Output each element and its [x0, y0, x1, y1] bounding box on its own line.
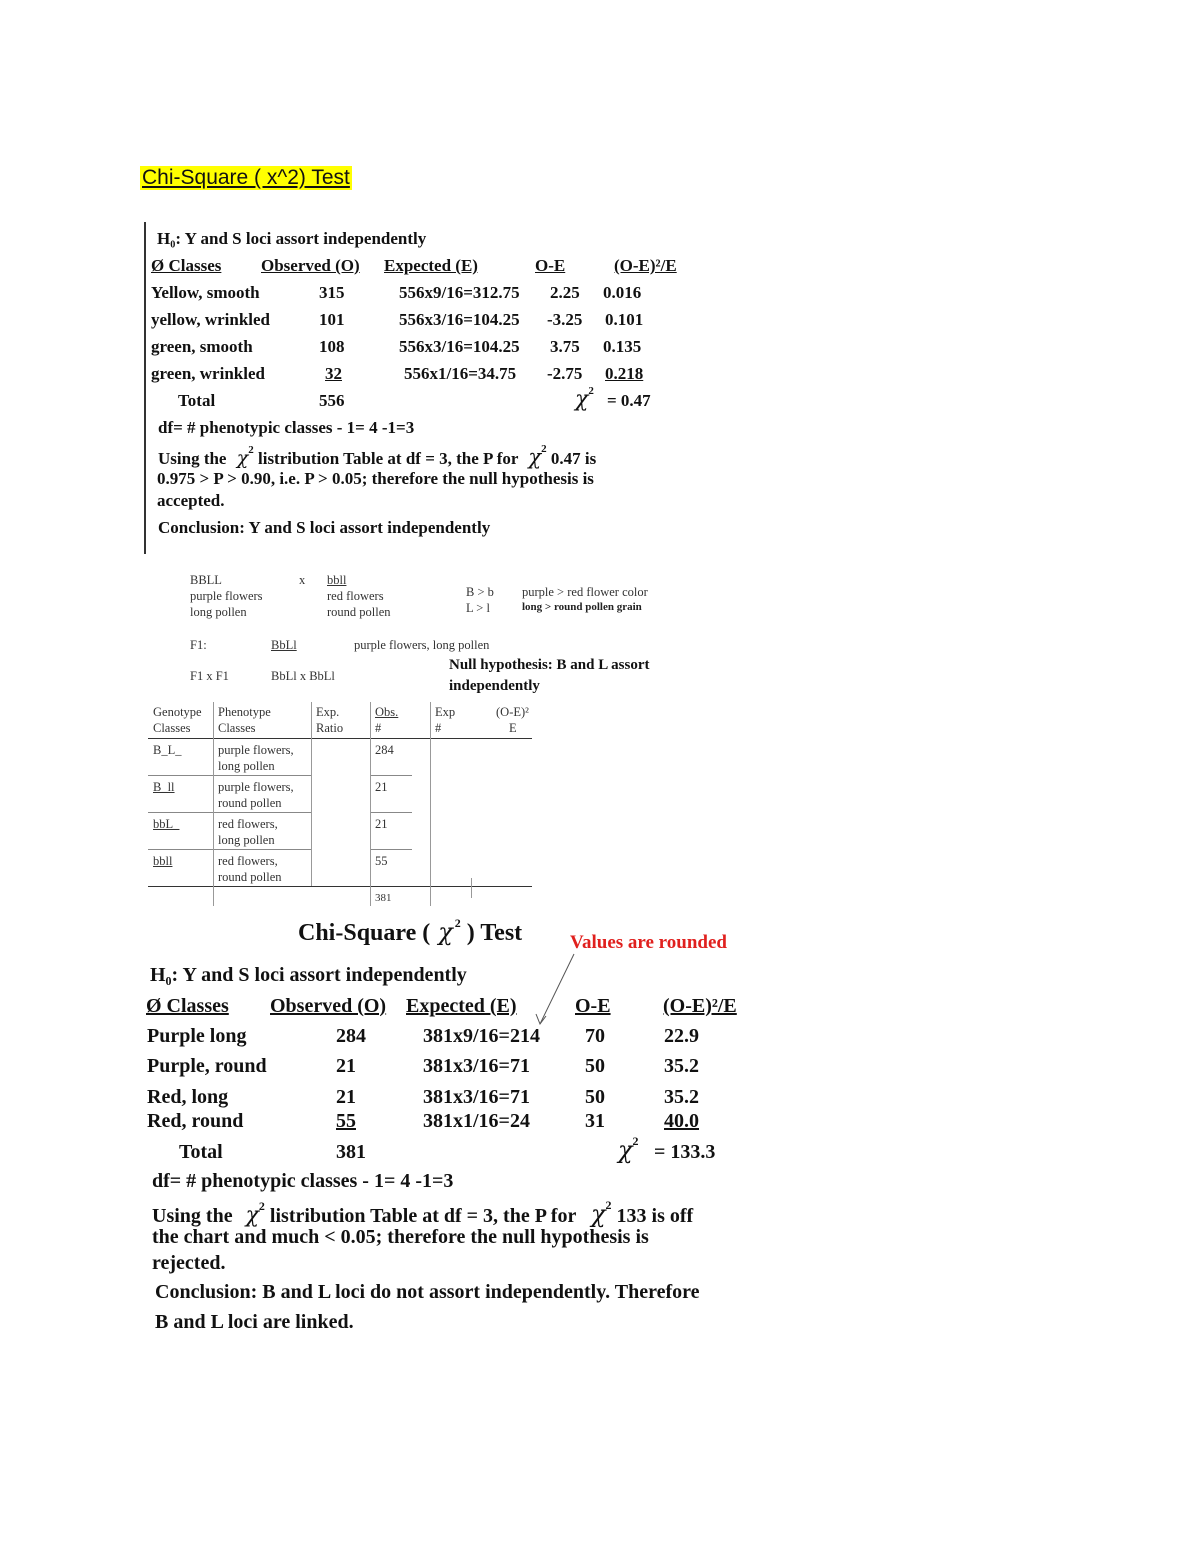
page-title: Chi-Square ( x^2) Test: [142, 166, 350, 189]
df-line: df= # phenotypic classes - 1= 4 -1=3: [158, 418, 415, 437]
rounded-note: Values are rounded: [570, 932, 727, 953]
header-chi-term: (O-E)²/E: [663, 995, 737, 1017]
rejected-line: rejected.: [152, 1252, 226, 1274]
row-expected: 556x9/16=312.75: [399, 283, 520, 302]
row-o-e: -2.75: [547, 364, 583, 383]
row-expected: 381x3/16=71: [423, 1055, 530, 1077]
row-o-e: 31: [585, 1110, 605, 1132]
p-range-line: the chart and much < 0.05; therefore the null hypothesis is: [152, 1226, 649, 1248]
table-row-pheno2: round pollen: [218, 870, 282, 884]
header-chi-term: (O-E)²/E: [614, 256, 677, 275]
f1-cross-label: F1 x F1: [190, 669, 229, 683]
row-observed: 21: [336, 1055, 356, 1077]
row-class: Purple, round: [147, 1055, 267, 1077]
f1-phenotype: purple flowers, long pollen: [354, 638, 490, 652]
row-observed: 108: [319, 337, 345, 356]
section-title: Chi-Square ( χ $^2$ ) Test: [298, 916, 523, 946]
th-obs-a: Obs.: [375, 705, 399, 719]
table-row-pheno2: long pollen: [218, 833, 275, 847]
table-row-pheno1: purple flowers,: [218, 780, 294, 794]
table-row-obs: 21: [375, 817, 388, 831]
using-line: Using the $\chi^2$ listribution Table at df = 3, the P for $\chi^2$ 133 is off: [152, 1198, 694, 1228]
parent1-genotype: BBLL: [190, 573, 222, 587]
f1-cross-genotype: BbLl x BbLl: [271, 669, 335, 683]
row-chi-term: 0.135: [603, 337, 642, 356]
table-row-obs: 21: [375, 780, 388, 794]
row-o-e: 3.75: [550, 337, 580, 356]
row-observed: 32: [325, 364, 342, 383]
parent2-genotype: bbll: [327, 573, 347, 587]
chi-symbol: $\chi^2$: [575, 384, 594, 412]
table-total: 381: [375, 892, 392, 904]
th-exp-b: #: [435, 721, 442, 735]
row-expected: 556x1/16=34.75: [404, 364, 517, 383]
table-row-pheno2: round pollen: [218, 796, 282, 810]
row-o-e: 2.25: [550, 283, 580, 302]
row-observed: 55: [336, 1110, 356, 1132]
dominance-l-text: long > round pollen grain: [522, 601, 642, 613]
table-row-pheno2: long pollen: [218, 759, 275, 773]
header-classes: Ø Classes: [151, 256, 222, 275]
hypothesis-2: H₀: Y and S loci assort independently: [150, 964, 467, 986]
left-margin-line: [144, 222, 146, 554]
row-class: green, smooth: [151, 337, 253, 356]
conclusion-1: Conclusion: Y and S loci assort independently: [158, 518, 491, 537]
row-observed: 284: [336, 1025, 366, 1047]
header-observed: Observed (O): [261, 256, 360, 275]
chi-symbol: $\chi^2$: [618, 1134, 639, 1164]
th-exp-ratio-b: Ratio: [316, 721, 344, 735]
conclusion-2a: Conclusion: B and L loci do not assort independently. Therefore: [155, 1281, 700, 1303]
row-class: green, wrinkled: [151, 364, 265, 383]
header-o-e: O-E: [535, 256, 566, 275]
table-row-genotype: B_ll: [153, 780, 175, 794]
table-row-pheno1: red flowers,: [218, 817, 278, 831]
row-observed: 101: [319, 310, 345, 329]
table-row-obs: 55: [375, 854, 388, 868]
th-phenotype-b: Classes: [218, 721, 256, 735]
row-chi-term: 40.0: [664, 1110, 699, 1132]
table-row-genotype: bbll: [153, 854, 173, 868]
th-chi-a: (O-E)²: [496, 705, 529, 719]
dominance-b: B > b: [466, 585, 494, 599]
total-observed: 556: [319, 391, 345, 410]
parent2-pollen: round pollen: [327, 605, 391, 619]
parent1-pollen: long pollen: [190, 605, 247, 619]
header-classes: Ø Classes: [146, 995, 229, 1017]
chi-result: = 0.47: [607, 391, 651, 410]
total-label: Total: [178, 391, 216, 410]
row-o-e: 50: [585, 1086, 605, 1108]
header-expected: Expected (E): [406, 995, 517, 1017]
row-expected: 556x3/16=104.25: [399, 337, 520, 356]
f1-label: F1:: [190, 638, 207, 652]
header-observed: Observed (O): [270, 995, 387, 1017]
p-range-line: 0.975 > P > 0.90, i.e. P > 0.05; therefore the null hypothesis is: [157, 469, 594, 488]
f1-genotype: BbLl: [271, 638, 297, 652]
row-class: Purple long: [147, 1025, 247, 1047]
row-expected: 381x9/16=214: [423, 1025, 540, 1047]
header-o-e: O-E: [575, 995, 611, 1017]
row-chi-term: 35.2: [664, 1055, 699, 1077]
row-class: Red, long: [147, 1086, 229, 1108]
table-row-obs: 284: [375, 743, 394, 757]
hypothesis-1: H₀: Y and S loci assort independently: [157, 229, 427, 248]
row-expected: 556x3/16=104.25: [399, 310, 520, 329]
row-chi-term: 0.016: [603, 283, 642, 302]
row-observed: 21: [336, 1086, 356, 1108]
total-label: Total: [179, 1141, 223, 1163]
th-genotype-b: Classes: [153, 721, 191, 735]
th-phenotype-a: Phenotype: [218, 705, 271, 719]
row-class: Yellow, smooth: [151, 283, 260, 302]
df-line: df= # phenotypic classes - 1= 4 -1=3: [152, 1170, 454, 1192]
accepted-line: accepted.: [157, 491, 225, 510]
th-chi-b: E: [509, 721, 517, 735]
null-hypothesis-line2: independently: [449, 678, 540, 694]
row-observed: 315: [319, 283, 345, 302]
row-chi-term: 0.101: [605, 310, 644, 329]
using-line: Using the $\chi^2$ listribution Table at df = 3, the P for $\chi^2$ 0.47 is: [158, 443, 597, 469]
table-row-genotype: B_L_: [153, 743, 182, 757]
row-class: yellow, wrinkled: [151, 310, 271, 329]
null-hypothesis-line1: Null hypothesis: B and L assort: [449, 657, 650, 673]
row-o-e: -3.25: [547, 310, 583, 329]
table-row-pheno1: red flowers,: [218, 854, 278, 868]
row-chi-term: 22.9: [664, 1025, 699, 1047]
dominance-l: L > l: [466, 601, 490, 615]
table-row-pheno1: purple flowers,: [218, 743, 294, 757]
parent1-flower: purple flowers: [190, 589, 263, 603]
chi-result: = 133.3: [654, 1141, 716, 1163]
th-genotype-a: Genotype: [153, 705, 202, 719]
header-expected: Expected (E): [384, 256, 478, 275]
parent2-flower: red flowers: [327, 589, 384, 603]
row-class: Red, round: [147, 1110, 244, 1132]
row-o-e: 50: [585, 1055, 605, 1077]
row-chi-term: 35.2: [664, 1086, 699, 1108]
dominance-b-text: purple > red flower color: [522, 585, 648, 599]
row-chi-term: 0.218: [605, 364, 644, 383]
total-observed: 381: [336, 1141, 366, 1163]
th-exp-ratio-a: Exp.: [316, 705, 340, 719]
th-exp-a: Exp: [435, 705, 456, 719]
row-expected: 381x1/16=24: [423, 1110, 530, 1132]
annotation-arrow: [530, 950, 580, 1030]
row-expected: 381x3/16=71: [423, 1086, 530, 1108]
conclusion-2b: B and L loci are linked.: [155, 1311, 354, 1333]
table-row-genotype: bbL_: [153, 817, 180, 831]
row-o-e: 70: [585, 1025, 605, 1047]
th-obs-b: #: [375, 721, 382, 735]
cross-symbol: x: [299, 573, 306, 587]
